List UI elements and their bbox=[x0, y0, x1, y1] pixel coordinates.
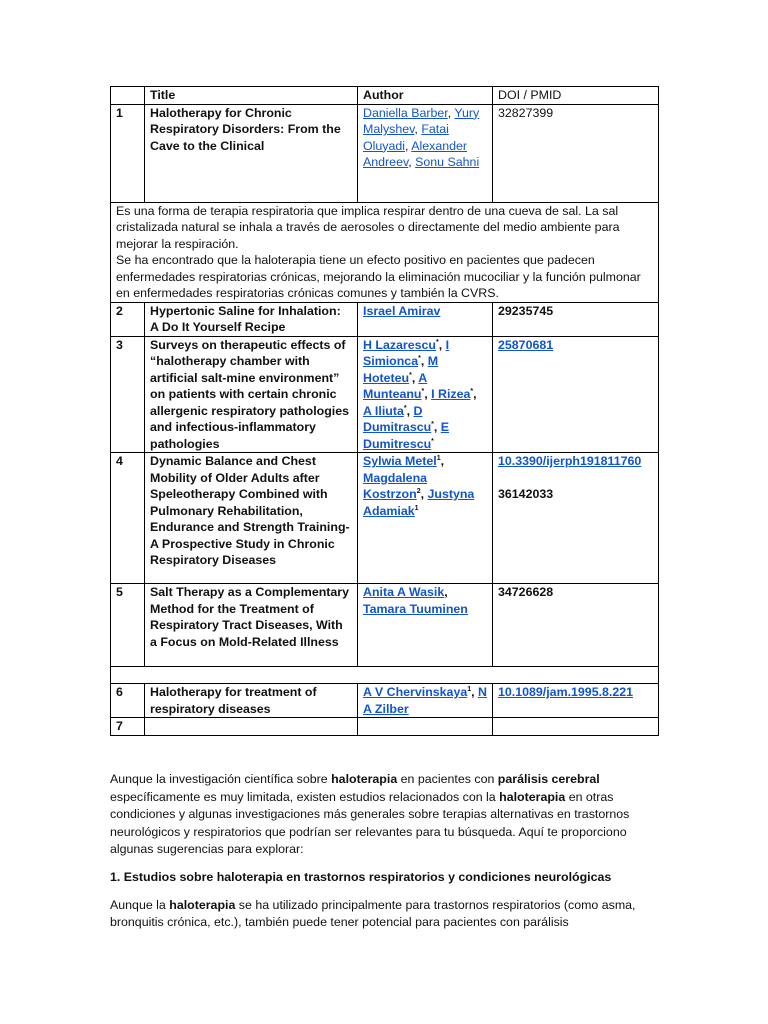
author-affiliation-mark: 1 bbox=[467, 685, 472, 693]
table-header-row bbox=[111, 87, 659, 105]
row-authors bbox=[358, 718, 493, 736]
author-affiliation-mark: 1 bbox=[414, 504, 419, 512]
text-span: Aunque la investigación científica sobre bbox=[110, 772, 332, 786]
table-row bbox=[111, 104, 659, 202]
summary-paragraph-1: Es una forma de terapia respiratoria que implica respirar dentro de una cueva de sal. La sal cristalizada natural se inhala a través de aerosoles o directamente del medio ambiente para mejorar la respiración. bbox=[116, 203, 620, 251]
body-text bbox=[110, 771, 660, 942]
author-link[interactable]: Fatai Oluyadi bbox=[363, 122, 449, 153]
references-table bbox=[110, 86, 659, 736]
author-link[interactable]: Sonu Sahni bbox=[415, 155, 480, 169]
row-number: 3 bbox=[111, 336, 145, 453]
table-row bbox=[111, 684, 659, 718]
row-authors: Daniella Barber, Yury Malyshev, Fatai Oluyadi, Alexander Andreev, Sonu Sahni bbox=[358, 104, 493, 202]
author-link[interactable]: Tamara Tuuminen bbox=[363, 601, 468, 616]
row-number: 5 bbox=[111, 584, 145, 667]
author-link[interactable]: Alexander Andreev bbox=[363, 138, 468, 169]
author-link[interactable]: Daniella Barber bbox=[363, 105, 448, 120]
bold-term: haloterapia bbox=[169, 897, 236, 912]
pmid-value: 36142033 bbox=[498, 486, 554, 501]
section-heading: 1. Estudios sobre haloterapia en trastornos respiratorios y condiciones neurológicas bbox=[110, 869, 612, 884]
row-title: Halotherapy for Chronic Respiratory Disorders: From the Cave to the Clinical bbox=[145, 104, 358, 202]
doi-link[interactable]: 10.1089/jam.1995.8.221 bbox=[498, 685, 634, 699]
row-number: 4 bbox=[111, 453, 145, 584]
author-link[interactable]: Justyna Adamiak bbox=[363, 487, 475, 518]
row-doi bbox=[493, 684, 659, 718]
author-link[interactable]: A Munteanu bbox=[363, 370, 428, 401]
text-span: se ha utilizado principalmente para trastornos respiratorios (como asma, bronquitis crónica, etc.), también puede tener potencial para pacientes con parálisis bbox=[110, 897, 636, 930]
row-authors: A V Chervinskaya$^1$, N A Zilber bbox=[358, 684, 493, 718]
row-doi: 29235745 bbox=[493, 302, 659, 336]
table-row bbox=[111, 584, 659, 667]
author-affiliation-mark: * bbox=[431, 420, 434, 428]
row-number: 2 bbox=[111, 302, 145, 336]
author-link[interactable]: Israel Amirav bbox=[363, 303, 441, 318]
bold-term: haloterapia bbox=[499, 789, 566, 804]
row-title: Dynamic Balance and Chest Mobility of Older Adults after Speleotherapy Combined with Pulmonary Rehabilitation, Endurance and Strength Training-A Prospective Study in Chronic Respiratory Diseases bbox=[145, 453, 358, 584]
author-affiliation-mark: * bbox=[403, 404, 407, 412]
empty-row bbox=[111, 667, 659, 684]
doi-link[interactable]: 10.3390/ijerph191811760 bbox=[498, 454, 642, 468]
author-affiliation-mark: * bbox=[418, 354, 421, 362]
row-doi: 32827399 bbox=[493, 104, 659, 202]
bold-term: parálisis cerebral bbox=[497, 772, 600, 786]
author-affiliation-mark: * bbox=[409, 371, 412, 379]
row-authors: H Lazarescu*, I Simionca*, M Hoteteu*, A Munteanu*, I Rizea*, A Iliuta*, D Dumitrascu*, E Dumitrescu* bbox=[358, 336, 493, 453]
text-span: Aunque la bbox=[110, 897, 170, 912]
row-title: Salt Therapy as a Complementary Method for the Treatment of Respiratory Tract Diseases, With a Focus on Mold-Related Illness bbox=[145, 584, 358, 667]
row-title: Halotherapy for treatment of respiratory diseases bbox=[145, 684, 358, 718]
table-row bbox=[111, 302, 659, 336]
author-link[interactable]: N A Zilber bbox=[363, 685, 487, 716]
author-link[interactable]: Anita A Wasik bbox=[363, 585, 445, 599]
row-title bbox=[145, 718, 358, 736]
author-link[interactable]: E Dumitrescu bbox=[363, 420, 450, 451]
author-affiliation-mark: * bbox=[470, 387, 474, 395]
author-affiliation-mark: * bbox=[436, 338, 439, 346]
author-affiliation-mark: 1 bbox=[436, 454, 441, 462]
summary-row bbox=[111, 202, 659, 302]
author-link[interactable]: A Iliuta bbox=[363, 403, 404, 418]
author-affiliation-mark: * bbox=[431, 437, 434, 445]
header-title: Title bbox=[145, 87, 358, 105]
empty-cell bbox=[111, 667, 659, 684]
table-row bbox=[111, 718, 659, 736]
header-doi: DOI / PMID bbox=[493, 87, 659, 105]
header-num bbox=[111, 87, 145, 105]
row-doi: 34726628 bbox=[493, 584, 659, 667]
author-affiliation-mark: * bbox=[421, 387, 425, 395]
author-link[interactable]: D Dumitrascu bbox=[363, 403, 432, 434]
row-doi bbox=[493, 453, 659, 584]
row-title: Surveys on therapeutic effects of “halotherapy chamber with artificial salt-mine environment” on patients with certain chronic allergenic respiratory pathologies and infectious-inflammatory pathologies bbox=[145, 336, 358, 453]
author-link[interactable]: Yury Malyshev bbox=[363, 105, 480, 136]
author-link[interactable]: Magdalena Kostrzon bbox=[363, 470, 428, 501]
row-authors bbox=[358, 302, 493, 336]
table-row bbox=[111, 336, 659, 453]
row-doi bbox=[493, 718, 659, 736]
text-span: específicamente es muy limitada, existen estudios relacionados con la bbox=[110, 789, 500, 804]
row-number: 1 bbox=[111, 104, 145, 202]
row-doi bbox=[493, 336, 659, 453]
text-span: en pacientes con bbox=[397, 772, 498, 786]
summary-cell bbox=[111, 202, 659, 302]
author-link[interactable]: A V Chervinskaya bbox=[363, 685, 468, 699]
table-row bbox=[111, 453, 659, 584]
bold-term: haloterapia bbox=[331, 772, 398, 786]
row-authors: Anita A Wasik, Tamara Tuuminen bbox=[358, 584, 493, 667]
author-affiliation-mark: 2 bbox=[416, 487, 421, 495]
row-authors: Sylwia Metel$^1$, Magdalena Kostrzon$^2$, Justyna Adamiak$^1$ bbox=[358, 453, 493, 584]
author-link[interactable]: H Lazarescu bbox=[363, 337, 437, 352]
author-link[interactable]: M Hoteteu bbox=[363, 354, 439, 385]
doi-link[interactable]: 25870681 bbox=[498, 337, 554, 352]
intro-paragraph bbox=[110, 771, 660, 859]
text-span: en otras condiciones y algunas investigaciones más generales sobre terapias alternativas en trastornos neurológicos y respiratorios que podrían ser relevantes para tu búsqueda. Aquí te proporciono algunas sugerencias para explorar: bbox=[110, 789, 630, 857]
row-number: 6 bbox=[111, 684, 145, 718]
author-link[interactable]: Sylwia Metel bbox=[363, 454, 437, 468]
row-title: Hypertonic Saline for Inhalation: A Do It Yourself Recipe bbox=[145, 302, 358, 336]
section-paragraph bbox=[110, 897, 660, 932]
summary-paragraph-2: Se ha encontrado que la haloterapia tiene un efecto positivo en pacientes que padecen enfermedades respiratorias crónicas, mejorando la eliminación mucociliar y la función pulmonar en enfermedades respiratorias crónicas comunes y también la CVRS. bbox=[116, 253, 641, 300]
header-author: Author bbox=[358, 87, 493, 105]
author-link[interactable]: I Simionca bbox=[363, 337, 450, 368]
author-link[interactable]: I Rizea bbox=[431, 387, 471, 401]
row-number: 7 bbox=[111, 718, 145, 736]
